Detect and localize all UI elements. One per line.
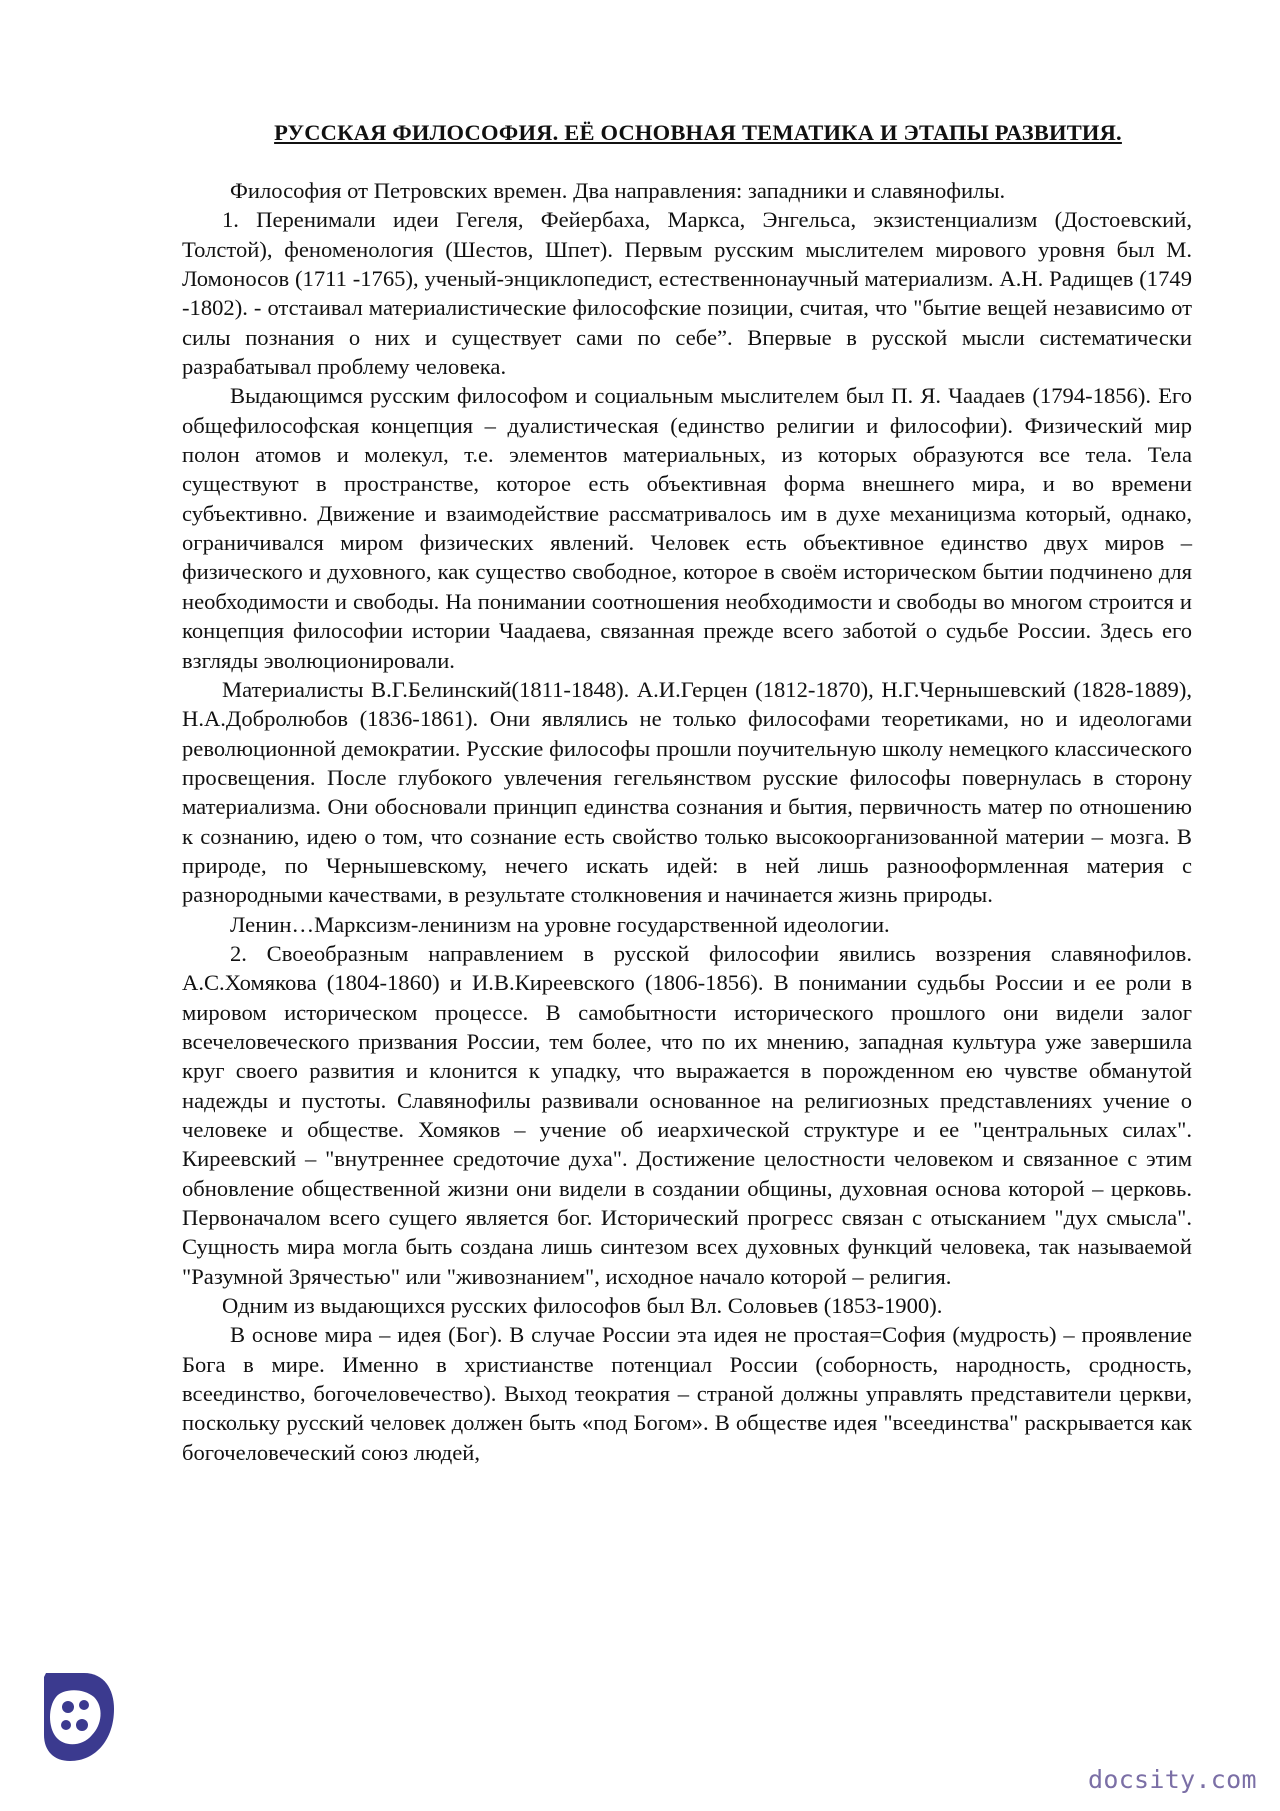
paragraph-westernizers: 1. Перенимали идеи Гегеля, Фейербаха, Маркса, Энгельса, экзистенциализм (Достоевский, Толстой), феноменология (Шестов, Шпет). Первым русским мыслителем мирового уровня был М. Ломоносов (1711 -1765), ученый-энциклопедист, естественнонаучный материализм. А.Н. Радищев (1749 -1802). - отстаивал материалистические философские позиции, считая, что "бытие вещей независимо от силы познания о них и существует сами по себе”. Впервые в русской мысли систематически разрабатывал проблему человека. bbox=[182, 207, 1192, 380]
paragraph-intro: Философия от Петровских времен. Два направления: западники и славянофилы. bbox=[230, 178, 1006, 203]
paragraph-solovyov-intro: Одним из выдающихся русских философов был Вл. Соловьев (1853-1900). bbox=[222, 1293, 943, 1319]
paragraph-lenin: Ленин…Марксизм-ленинизм на уровне государственной идеологии. bbox=[230, 911, 890, 937]
paragraph-chaadaev: Выдающимся русским философом и социальным мыслителем был П. Я. Чаадаев (1794-1856). Его общефилософская концепция – дуалистическая (единство религии и философии). Физический мир полон атомов и молекул, т.е. элементов материальных, из которых образуются все тела. Тела существуют в пространстве, которое есть объективная форма внешнего мира, и во времени субъективно. Движение и взаимодействие рассматривалось им в духе механицизма который, однако, ограничивался миром физических явлений. Человек есть объективное единство двух миров – физического и духовного, как существо свободное, которое в своём историческом бытии подчинено для необходимости и свободы. На понимании соотношения необходимости и свободы во многом строится и концепция философии истории Чаадаева, связанная прежде всего заботой о судьбе России. Здесь его взгляды эволюционировали. bbox=[182, 383, 1192, 673]
docsity-brand-link[interactable]: docsity.com bbox=[1088, 1765, 1257, 1794]
docsity-logo-icon[interactable] bbox=[38, 1667, 118, 1767]
document-page bbox=[182, 118, 1192, 1467]
paragraph-materialists: Материалисты В.Г.Белинский(1811-1848). А.И.Герцен (1812-1870), Н.Г.Чернышевский (1828-1889), Н.А.Добролюбов (1836-1861). Они являлись не только философами теоретиками, но и идеологами революционной демократии. Русские философы прошли поучительную школу немецкого классического просвещения. После глубокого увлечения гегельянством русские философы повернулась в сторону материализма. Они обосновали принцип единства сознания и бытия, первичность матер по отношению к сознанию, идею о том, что сознание есть свойство только высокоорганизованной материи – мозга. В природе, по Чернышевскому, нечего искать идей: в ней лишь разнооформленная материя с разнородными качествами, в результате столкновения и начинается жизнь природы. bbox=[182, 676, 1192, 908]
paragraph-slavophiles: 2. Своеобразным направлением в русской философии явились воззрения славянофилов. А.С.Хомякова (1804-1860) и И.В.Киреевского (1806-1856). В понимании судьбы России и ее роли в мировом историческом процессе. В самобытности исторического прошлого они видели залог всечеловеческого призвания России, тем более, что по их мнению, западная культура уже завершила круг своего развития и клонится к упадку, что выражается в порожденном ею чувстве обманутой надежды и пустоты. Славянофилы развивали основанное на религиозных представлениях учение о человеке и обществе. Хомяков – учение об иеархической структуре и ее "центральных силах". Киреевский – "внутреннее средоточие духа". Достижение целостности человеком и связанное с этим обновление общественной жизни они видели в создании общины, духовная основа которой – церковь. Первоначалом всего сущего является бог. Исторический прогресс связан с отысканием "дух смысла". Сущность мира могла быть создана лишь синтезом всех духовных функций человека, так называемой "Разумной Зрячестью" или "живознанием", исходное начало которой – религия. bbox=[182, 940, 1192, 1289]
paragraph-solovyov-idea: В основе мира – идея (Бог). В случае России эта идея не простая=София (мудрость) – проявление Бога в мире. Именно в христианстве потенциал России (соборность, народность, сродность, всеединство, богочеловечество). Выход теократия – страной должны управлять представители церкви, поскольку русский человек должен быть «под Богом». В обществе идея "всеединства" раскрывается как богочеловеческий союз людей, bbox=[182, 1322, 1192, 1465]
document-title: РУССКАЯ ФИЛОСОФИЯ. ЕЁ ОСНОВНАЯ ТЕМАТИКА И ЭТАПЫ РАЗВИТИЯ. bbox=[274, 120, 1122, 145]
